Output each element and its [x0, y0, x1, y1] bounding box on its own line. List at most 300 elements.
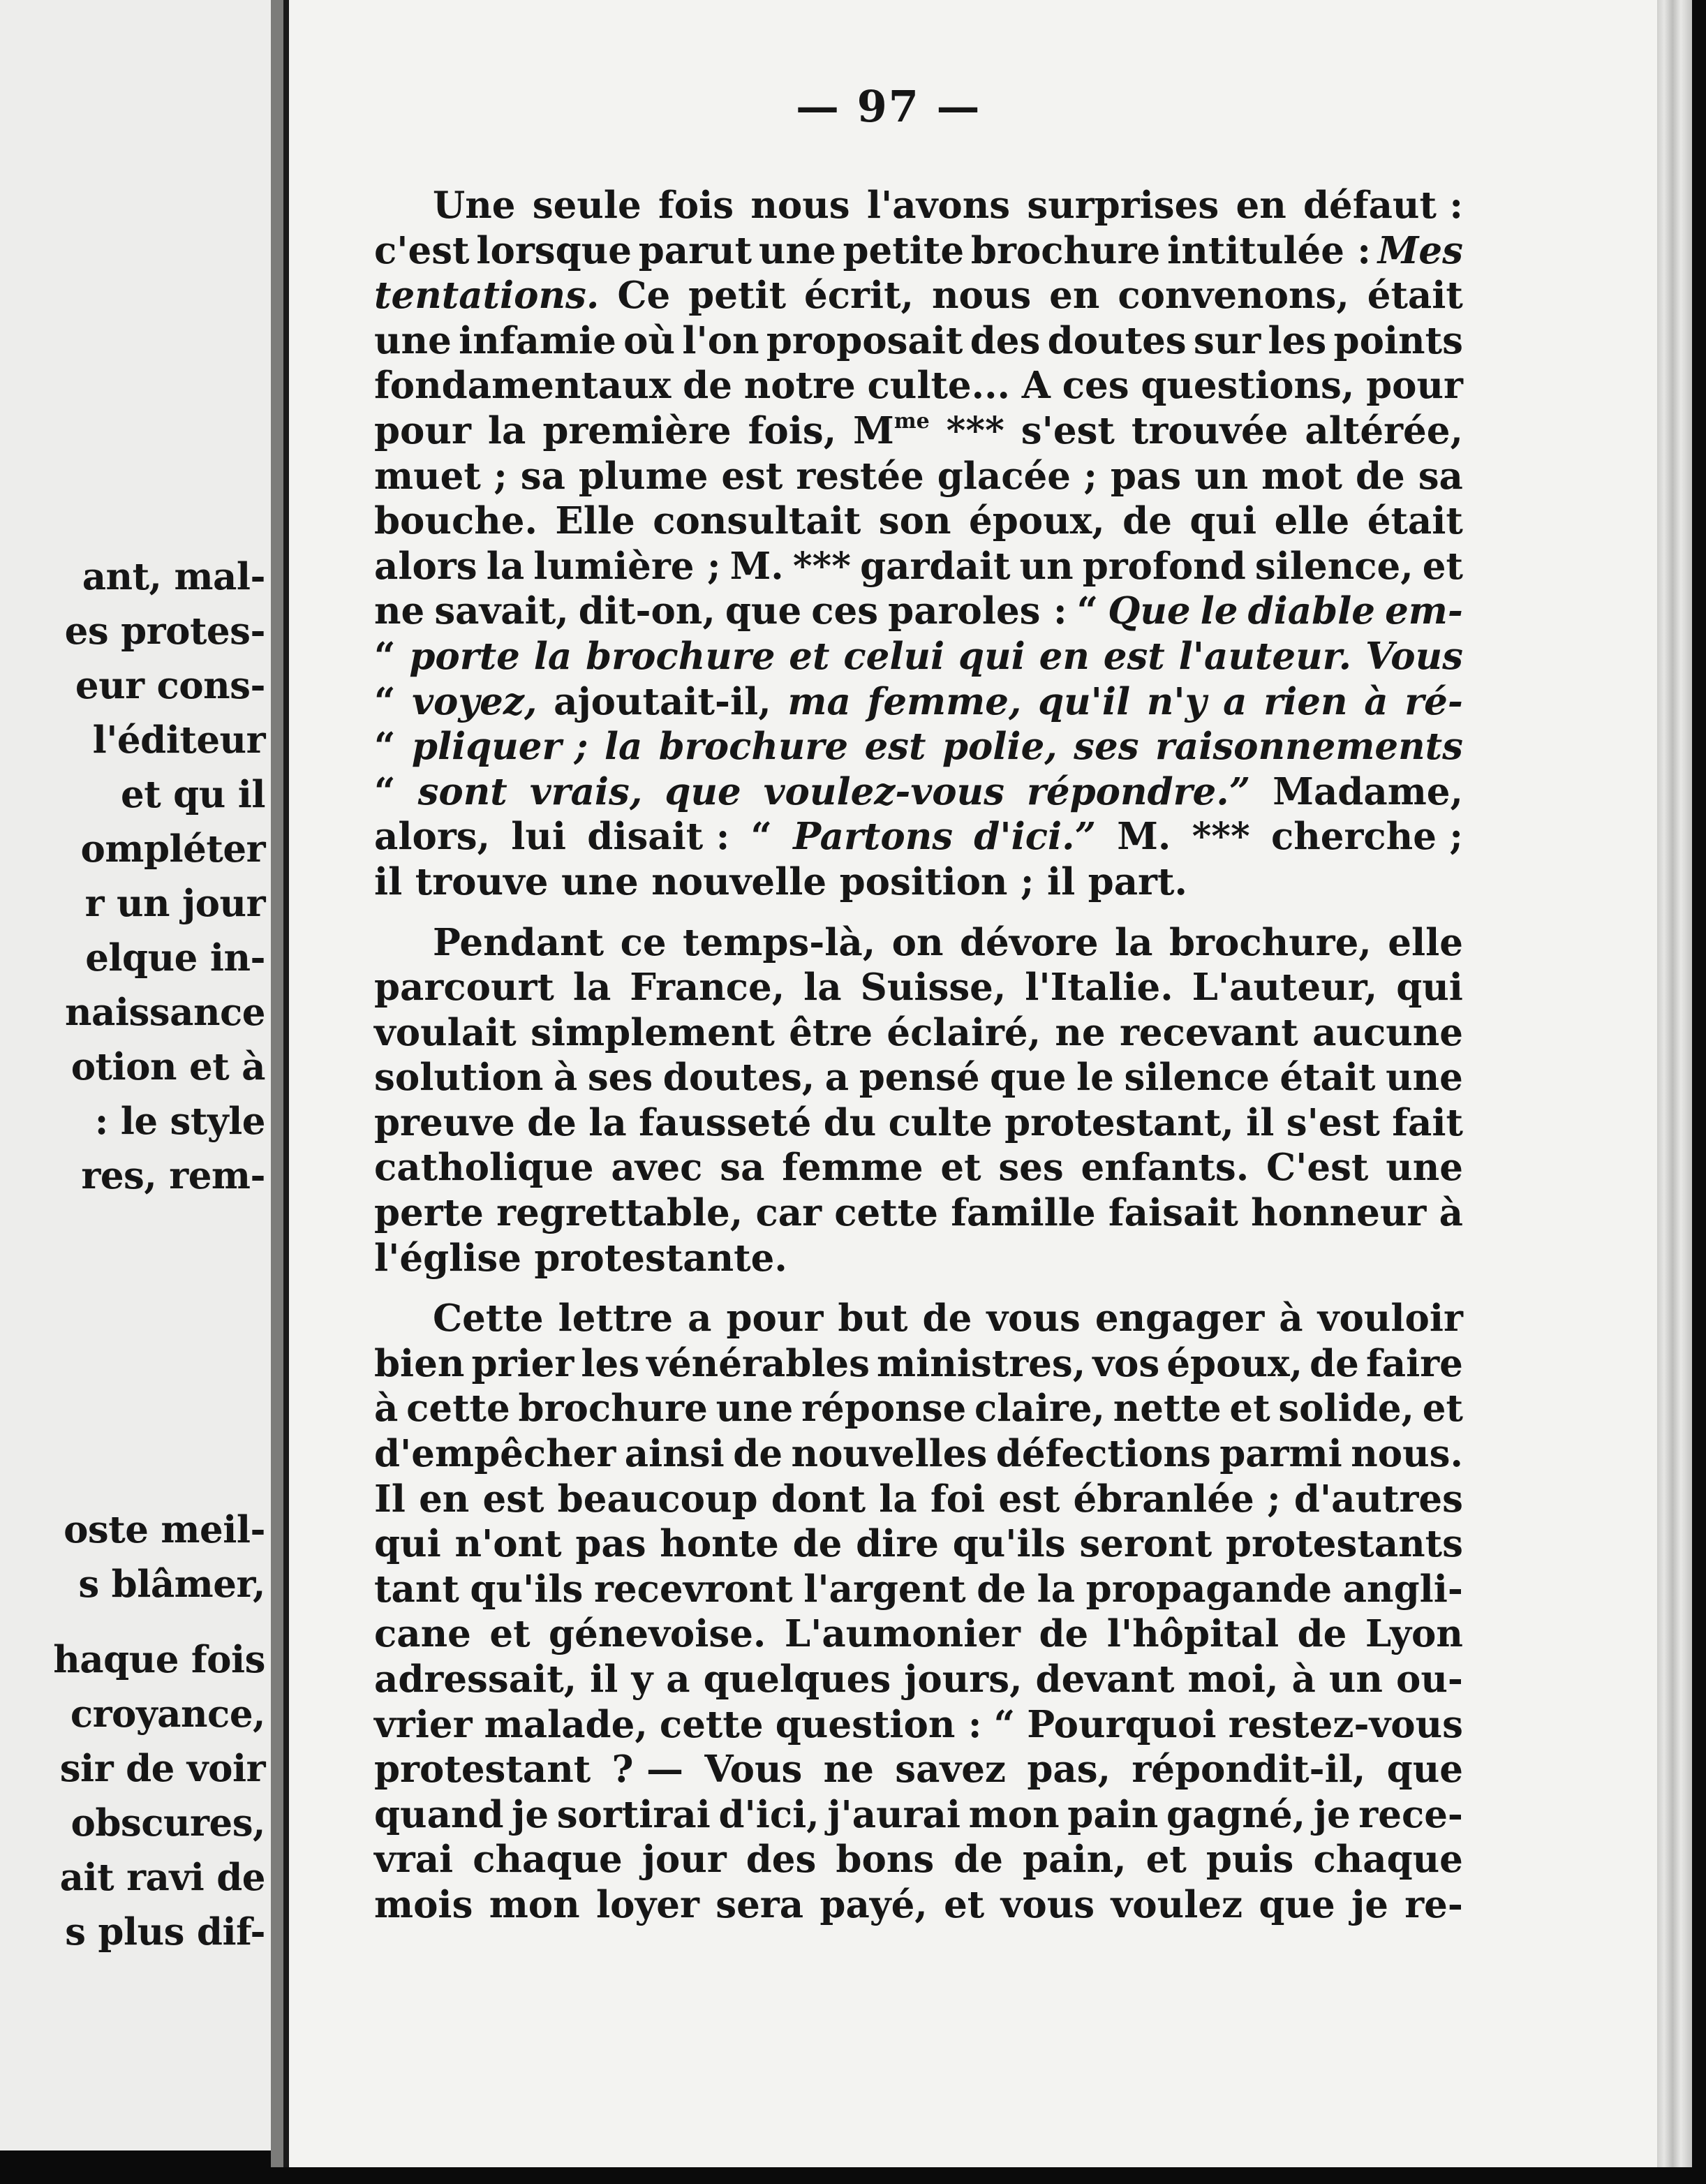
word: n'y — [1146, 679, 1207, 723]
word: quand — [374, 1792, 504, 1836]
word: culte — [888, 1100, 993, 1144]
text-line — [374, 1657, 1463, 1702]
word: la — [1115, 920, 1153, 964]
word: il — [590, 1658, 618, 1701]
word: une — [758, 228, 836, 272]
word: qu'il — [1038, 679, 1131, 723]
word: pour — [374, 408, 471, 452]
word: d'ici, — [718, 1792, 819, 1836]
text-line — [374, 679, 1463, 725]
left-page-line: ant, mal- — [82, 555, 265, 598]
text-line — [374, 228, 1463, 274]
word: ne — [374, 589, 425, 633]
word: Cette — [433, 1297, 544, 1341]
word: Pendant — [433, 920, 604, 964]
word: d'autres — [1293, 1477, 1463, 1521]
left-page-line: es protes- — [64, 610, 265, 653]
text-line — [374, 965, 1463, 1010]
word: voulait — [374, 1010, 517, 1054]
word: vouloir — [1317, 1297, 1463, 1341]
page-number: — 97 — — [796, 81, 981, 132]
word: à — [1364, 679, 1388, 723]
word: de — [792, 1522, 843, 1566]
word: être — [789, 1010, 873, 1054]
word: était — [1367, 499, 1463, 543]
word: protestant — [374, 1748, 591, 1792]
word: Vous — [1365, 634, 1463, 678]
word: “ — [750, 815, 772, 859]
page-body — [374, 183, 1463, 1928]
word: petite — [843, 228, 965, 272]
word: faisait — [1108, 1191, 1238, 1235]
word: ébranlée ; — [1073, 1477, 1281, 1521]
word: on — [891, 920, 944, 964]
word: époux, — [1166, 1341, 1303, 1385]
word: engager — [1095, 1297, 1265, 1341]
word: rien — [1263, 679, 1348, 723]
word: fondamentaux — [374, 364, 672, 408]
word: les — [1268, 318, 1327, 362]
word: est — [864, 725, 926, 769]
word: malade, — [484, 1702, 648, 1746]
word: de — [1355, 454, 1405, 498]
word: moi, — [1187, 1658, 1279, 1701]
word: il — [1246, 1100, 1275, 1144]
word: simplement — [531, 1010, 775, 1054]
word: cette — [659, 1702, 764, 1746]
word: bouche. — [374, 499, 537, 543]
word: la — [486, 544, 525, 588]
word: a — [666, 1658, 690, 1701]
text-line — [374, 1236, 1463, 1281]
word: sont — [417, 769, 507, 813]
left-page-line: sir de voir — [59, 1747, 265, 1790]
word: faire — [1365, 1341, 1463, 1385]
word: ma — [787, 679, 851, 723]
word: la — [588, 1100, 627, 1144]
word: que — [1259, 1882, 1335, 1926]
word: doutes, — [662, 1056, 815, 1100]
word: puis — [1206, 1838, 1294, 1882]
word: lui — [511, 815, 567, 859]
word: regrettable, — [496, 1191, 743, 1235]
word: question : — [775, 1702, 982, 1746]
word: qu'ils — [470, 1567, 584, 1611]
word: payé, — [819, 1882, 928, 1926]
word: C'est — [1266, 1146, 1369, 1190]
word: que — [665, 769, 741, 813]
word: a — [688, 1297, 712, 1341]
word: disait : — [587, 815, 730, 859]
word: est — [482, 1477, 544, 1521]
word: sur — [1193, 318, 1261, 362]
word: pain, — [1023, 1838, 1127, 1882]
text-line — [374, 273, 1463, 318]
word: ainsi — [624, 1432, 725, 1476]
word: nous — [931, 274, 1032, 318]
word: sa — [1418, 454, 1463, 498]
word: un — [1019, 544, 1074, 588]
word: ses — [1074, 725, 1139, 769]
word: une — [1386, 1146, 1463, 1190]
text-line — [374, 454, 1463, 499]
word: fois, — [748, 408, 837, 452]
word: protestant, — [1004, 1100, 1234, 1144]
left-page-line: s plus dif- — [65, 1910, 265, 1954]
word: de — [1297, 1612, 1347, 1656]
word: seule — [532, 184, 641, 227]
word: ? — — [611, 1748, 684, 1792]
word: ou- — [1395, 1658, 1463, 1701]
text-line — [374, 183, 1463, 228]
word: des — [746, 1838, 817, 1882]
word: à — [1291, 1658, 1316, 1701]
word: un — [1328, 1658, 1383, 1701]
word: que — [1386, 1748, 1463, 1792]
word: intitulée : — [1167, 228, 1371, 272]
word: sera — [715, 1882, 804, 1926]
word: un — [1194, 454, 1249, 498]
word: ses — [998, 1146, 1064, 1190]
word: génevoise. — [549, 1612, 766, 1656]
word: et — [1422, 544, 1463, 588]
word: chaque — [473, 1838, 623, 1882]
word: des — [970, 318, 1041, 362]
word: parut — [638, 228, 752, 272]
text-line — [374, 1296, 1463, 1341]
word: Partons — [793, 815, 954, 859]
word: infamie — [459, 318, 616, 362]
word: *** — [792, 544, 851, 588]
word: surprises — [1027, 184, 1219, 227]
word: de — [922, 1297, 972, 1341]
word: de — [733, 1432, 783, 1476]
word: et — [489, 1612, 531, 1656]
word: enfants. — [1081, 1146, 1249, 1190]
text-line — [374, 1882, 1463, 1928]
text-line — [374, 1477, 1463, 1522]
left-page-line: et qu il — [121, 773, 265, 816]
word: Vous — [704, 1748, 803, 1792]
word: sa — [520, 454, 565, 498]
word: questions, — [1141, 364, 1355, 408]
word: cette — [406, 1387, 510, 1431]
word: convenons, — [1118, 274, 1349, 318]
left-page-line: oste meil- — [64, 1508, 265, 1551]
word: parmi — [1219, 1432, 1342, 1476]
text-line — [374, 1567, 1463, 1612]
word: vrai — [374, 1838, 454, 1882]
word: est — [721, 454, 783, 498]
text-line — [374, 920, 1463, 966]
word: en — [1039, 634, 1090, 678]
word: la — [1037, 1567, 1076, 1611]
word: mois — [374, 1882, 473, 1926]
word: France, — [630, 966, 785, 1010]
word: aucune — [1312, 1010, 1463, 1054]
word: alors — [374, 544, 477, 588]
left-page-line: l'éditeur — [92, 718, 265, 762]
text-line — [374, 814, 1463, 859]
word: époux, — [968, 499, 1105, 543]
word: M. — [1117, 815, 1171, 859]
word: restée — [796, 454, 924, 498]
text-line — [374, 1792, 1463, 1838]
word: gardait — [860, 544, 1011, 588]
text-line — [374, 1837, 1463, 1882]
word: dévore — [959, 920, 1099, 964]
word: raisonnements — [1155, 725, 1463, 769]
word: trouvée — [1131, 408, 1289, 452]
word: tant — [374, 1567, 459, 1611]
word: elle — [1388, 920, 1463, 964]
word: de — [1122, 499, 1172, 543]
word: sortirai — [556, 1792, 711, 1836]
word: est — [1103, 634, 1165, 678]
word: une — [374, 318, 452, 362]
word: qu'ils — [952, 1522, 1066, 1566]
word: nette — [1113, 1387, 1222, 1431]
word: réponse — [801, 1387, 967, 1431]
word: angli- — [1342, 1567, 1463, 1611]
word: jours, — [904, 1658, 1023, 1701]
word: ses — [587, 1056, 653, 1100]
word: l'église protestante. — [374, 1236, 787, 1280]
book-gutter — [271, 0, 283, 2184]
word: les — [581, 1341, 640, 1385]
word: catholique — [374, 1146, 594, 1190]
text-line — [374, 1611, 1463, 1657]
word: mon — [489, 1882, 580, 1926]
word: Madame, — [1273, 769, 1463, 813]
word: dont — [771, 1477, 866, 1521]
word: ne — [823, 1748, 874, 1792]
word: Elle — [555, 499, 635, 543]
word: de — [527, 1100, 577, 1144]
word: temps-là, — [683, 920, 876, 964]
word: pas — [575, 1522, 646, 1566]
word: nouvelles — [791, 1432, 988, 1476]
word: était — [1280, 1056, 1376, 1100]
word: “ — [993, 1702, 1016, 1746]
word: seront — [1079, 1522, 1212, 1566]
word: et — [1229, 1387, 1270, 1431]
word: pas, — [1027, 1748, 1111, 1792]
left-page-line: : le style — [94, 1100, 265, 1143]
word: rece- — [1358, 1792, 1463, 1836]
word: la — [803, 966, 842, 1010]
word: vrier — [374, 1702, 473, 1746]
word: mon — [968, 1792, 1060, 1836]
word: alors, — [374, 815, 491, 859]
word: diable — [1247, 589, 1376, 633]
word: défaut : — [1303, 184, 1463, 227]
word: Que — [1108, 589, 1191, 633]
text-line — [374, 859, 1463, 905]
word: honneur — [1251, 1191, 1427, 1235]
word: plume — [578, 454, 709, 498]
word: vénérables — [646, 1341, 870, 1385]
left-page-line: elque in- — [85, 936, 265, 980]
text-line — [374, 544, 1463, 589]
word: et — [944, 1882, 985, 1926]
word: de — [977, 1567, 1027, 1611]
word: le — [1076, 1056, 1114, 1100]
word: car — [755, 1191, 822, 1235]
word: Il — [374, 1477, 406, 1521]
word: polie, — [942, 725, 1058, 769]
word: la — [572, 966, 611, 1010]
word: *** — [1192, 815, 1250, 859]
word: chaque — [1313, 1838, 1463, 1882]
word: du — [823, 1100, 877, 1144]
word: première — [542, 408, 732, 452]
left-page-line: haque fois — [53, 1638, 265, 1681]
word: famille — [951, 1191, 1096, 1235]
word: s'est — [1286, 1100, 1380, 1144]
word: vrais, — [529, 769, 643, 813]
word: *** — [946, 408, 1004, 452]
word: d'empêcher — [374, 1432, 616, 1476]
word: muet ; — [374, 454, 507, 498]
text-line — [374, 318, 1463, 364]
word: prier — [471, 1341, 574, 1385]
text-line — [374, 1386, 1463, 1431]
word: est — [998, 1477, 1060, 1521]
word: “ — [374, 769, 396, 813]
word: Lyon — [1365, 1612, 1463, 1656]
word: et — [1145, 1838, 1187, 1882]
text-line — [374, 769, 1463, 815]
word: de — [1310, 1341, 1359, 1385]
word: et — [789, 634, 830, 678]
text-line — [374, 1521, 1463, 1567]
word: pas — [1110, 454, 1182, 498]
word: l'Italie. — [1025, 966, 1173, 1010]
word: profond — [1082, 544, 1246, 588]
word: de — [1039, 1612, 1089, 1656]
page-edges — [1657, 0, 1692, 2167]
word: il trouve une nouvelle position ; il part. — [374, 859, 1187, 903]
word: jour — [641, 1838, 727, 1882]
word: devant — [1035, 1658, 1175, 1701]
left-page-line: s blâmer, — [78, 1563, 265, 1606]
word: que — [990, 1056, 1067, 1100]
word: L'aumonier — [784, 1612, 1021, 1656]
word: qui — [1189, 499, 1257, 543]
word: dit-on, — [578, 589, 715, 633]
word: défections — [995, 1432, 1211, 1476]
word: femme, — [867, 679, 1022, 723]
word: propagande — [1085, 1567, 1333, 1611]
word: bien — [374, 1341, 465, 1385]
word: voulez — [1111, 1882, 1243, 1926]
word: tentations. — [374, 274, 600, 318]
superscript: me — [893, 408, 930, 434]
word: preuve — [374, 1100, 515, 1144]
word: loyer — [596, 1882, 699, 1926]
word: parcourt — [374, 966, 554, 1010]
text-line — [374, 1055, 1463, 1100]
word: cette — [834, 1191, 938, 1235]
word: ces — [1062, 364, 1129, 408]
word: consultait — [653, 499, 861, 543]
word: n'ont — [454, 1522, 562, 1566]
word: sa — [720, 1146, 765, 1190]
text-line — [374, 1702, 1463, 1748]
word: quelques — [703, 1658, 891, 1701]
left-page-line: naissance — [64, 991, 265, 1034]
text-line — [374, 499, 1463, 544]
word: pensé — [859, 1056, 980, 1100]
word: recevant — [1119, 1010, 1298, 1054]
word: brochure — [970, 228, 1161, 272]
word: a — [1223, 679, 1247, 723]
word: brochure — [658, 725, 849, 769]
word: vous — [1000, 1882, 1095, 1926]
word: A — [1021, 364, 1051, 408]
text-line — [374, 1010, 1463, 1056]
word: une — [1386, 1056, 1463, 1100]
word: l'hôpital — [1106, 1612, 1280, 1656]
word: pliquer ; — [411, 725, 588, 769]
word: honte — [660, 1522, 779, 1566]
left-page-line: res, rem- — [81, 1154, 265, 1197]
word: y — [631, 1658, 653, 1701]
word: à — [553, 1056, 578, 1100]
word: éclairé, — [887, 1010, 1041, 1054]
text-line — [374, 1145, 1463, 1190]
word: cherche ; — [1270, 815, 1463, 859]
left-page-line: obscures, — [71, 1801, 265, 1845]
word: pour — [726, 1297, 824, 1341]
word: cane — [374, 1612, 471, 1656]
word: M — [853, 408, 894, 452]
word: ministres, — [877, 1341, 1086, 1385]
word: de — [683, 364, 732, 408]
word: ces — [811, 589, 879, 633]
word: la — [487, 408, 526, 452]
word: petit — [688, 274, 787, 318]
word: notre — [743, 364, 856, 408]
left-page-line: ompléter — [80, 827, 265, 871]
text-line — [374, 634, 1463, 679]
word: Suisse, — [860, 966, 1007, 1010]
word: la — [879, 1477, 917, 1521]
word: em- — [1385, 589, 1463, 633]
word: gagné, — [1166, 1792, 1306, 1836]
word: j'aurai — [827, 1792, 961, 1836]
text-line — [374, 1190, 1463, 1236]
word: et — [940, 1146, 981, 1190]
word: nous — [750, 184, 850, 227]
word: lumière ; — [533, 544, 721, 588]
word: et — [1422, 1387, 1463, 1431]
word: solide, — [1278, 1387, 1414, 1431]
word: savez — [895, 1748, 1007, 1792]
word: dire — [856, 1522, 939, 1566]
word: glacée ; — [937, 454, 1097, 498]
word: bons — [836, 1838, 935, 1882]
word: culte... — [867, 364, 1011, 408]
text-line — [374, 589, 1463, 634]
word: M. — [729, 544, 784, 588]
word: restez-vous — [1228, 1702, 1463, 1746]
word: brochure — [518, 1387, 708, 1431]
word: “ — [374, 725, 396, 769]
word: fausseté — [639, 1100, 812, 1144]
word: Pourquoi — [1027, 1702, 1217, 1746]
